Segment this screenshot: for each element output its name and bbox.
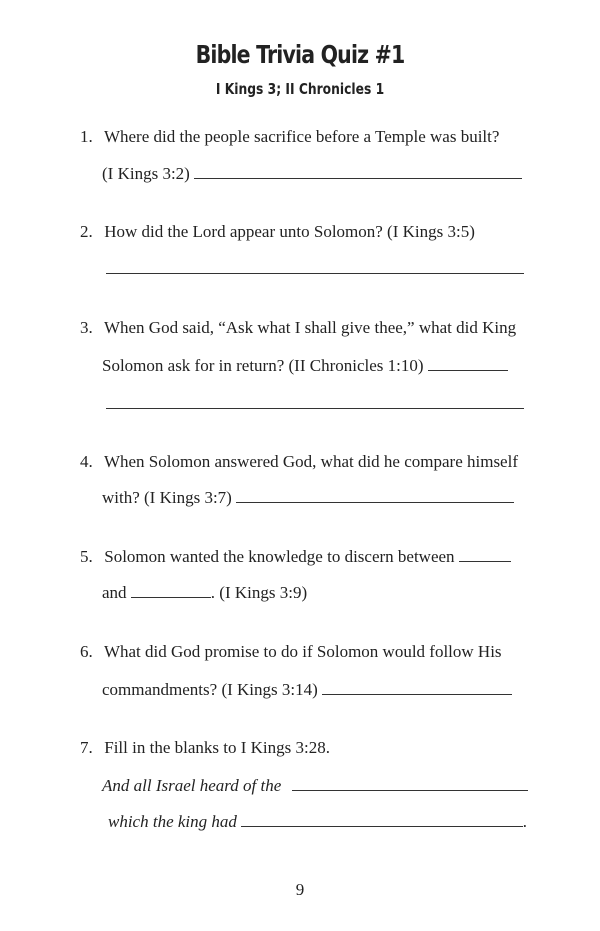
question-5-reference: . (I Kings 3:9) xyxy=(210,583,308,602)
question-4-text: When Solomon answered God, what did he compare himself xyxy=(103,452,518,471)
page-title: Bible Trivia Quiz #1 xyxy=(195,40,405,69)
question-3-number: 3. xyxy=(80,318,93,337)
question-7-verse-line-2 xyxy=(108,811,527,832)
question-5-text: Solomon wanted the knowledge to discern between xyxy=(104,547,455,566)
question-4-reference: with? (I Kings 3:7) xyxy=(102,488,232,507)
page-subtitle: I Kings 3; II Chronicles 1 xyxy=(215,80,385,98)
question-1 xyxy=(80,127,499,147)
question-5-text-and: and xyxy=(102,583,127,602)
question-6-line-2 xyxy=(102,679,512,700)
question-1-answer-blank[interactable] xyxy=(194,163,522,179)
question-5-line-2 xyxy=(102,582,307,603)
question-6 xyxy=(80,642,502,662)
question-1-reference: (I Kings 3:2) xyxy=(102,164,190,183)
question-4-answer-blank[interactable] xyxy=(236,487,514,503)
question-7 xyxy=(80,738,330,758)
question-6-text-2: commandments? (I Kings 3:14) xyxy=(102,680,318,699)
question-6-text: What did God promise to do if Solomon would follow His xyxy=(103,642,502,661)
question-5-number: 5. xyxy=(80,547,93,566)
question-7-answer-blank-2[interactable] xyxy=(241,811,523,827)
question-2 xyxy=(80,222,475,242)
question-1-number: 1. xyxy=(80,127,93,146)
question-3-text: When God said, “Ask what I shall give thee,” what did King xyxy=(103,318,517,337)
question-2-answer-blank[interactable] xyxy=(106,258,524,274)
question-7-text: Fill in the blanks to I Kings 3:28. xyxy=(104,738,330,757)
question-4-number: 4. xyxy=(80,452,93,471)
question-6-number: 6. xyxy=(80,642,93,661)
question-6-answer-blank[interactable] xyxy=(322,679,512,695)
question-7-answer-blank-1[interactable] xyxy=(292,775,528,791)
question-1-text: Where did the people sacrifice before a Temple was built? xyxy=(103,127,500,146)
question-7-period: . xyxy=(523,812,528,831)
question-2-number: 2. xyxy=(80,222,93,241)
question-3-line-2 xyxy=(102,355,508,376)
question-7-number: 7. xyxy=(80,738,93,757)
question-3 xyxy=(80,318,516,338)
question-2-text: How did the Lord appear unto Solomon? (I Kings 3:5) xyxy=(104,222,475,241)
question-1-answer-line xyxy=(102,163,522,184)
page-number: 9 xyxy=(295,880,305,899)
question-4 xyxy=(80,452,518,472)
question-7-verse-text-1: And all Israel heard of the xyxy=(102,776,282,795)
question-7-verse-line-1 xyxy=(102,775,528,796)
question-4-line-2 xyxy=(102,487,514,508)
question-3-text-2: Solomon ask for in return? (II Chronicles 1:10) xyxy=(102,356,424,375)
question-7-verse-text-2: which the king had xyxy=(108,812,237,831)
question-5-answer-blank-2[interactable] xyxy=(131,582,211,598)
question-5 xyxy=(80,546,511,567)
question-3-answer-blank-1[interactable] xyxy=(428,355,508,371)
question-3-answer-blank-2[interactable] xyxy=(106,393,524,409)
question-5-answer-blank-1[interactable] xyxy=(459,546,511,562)
